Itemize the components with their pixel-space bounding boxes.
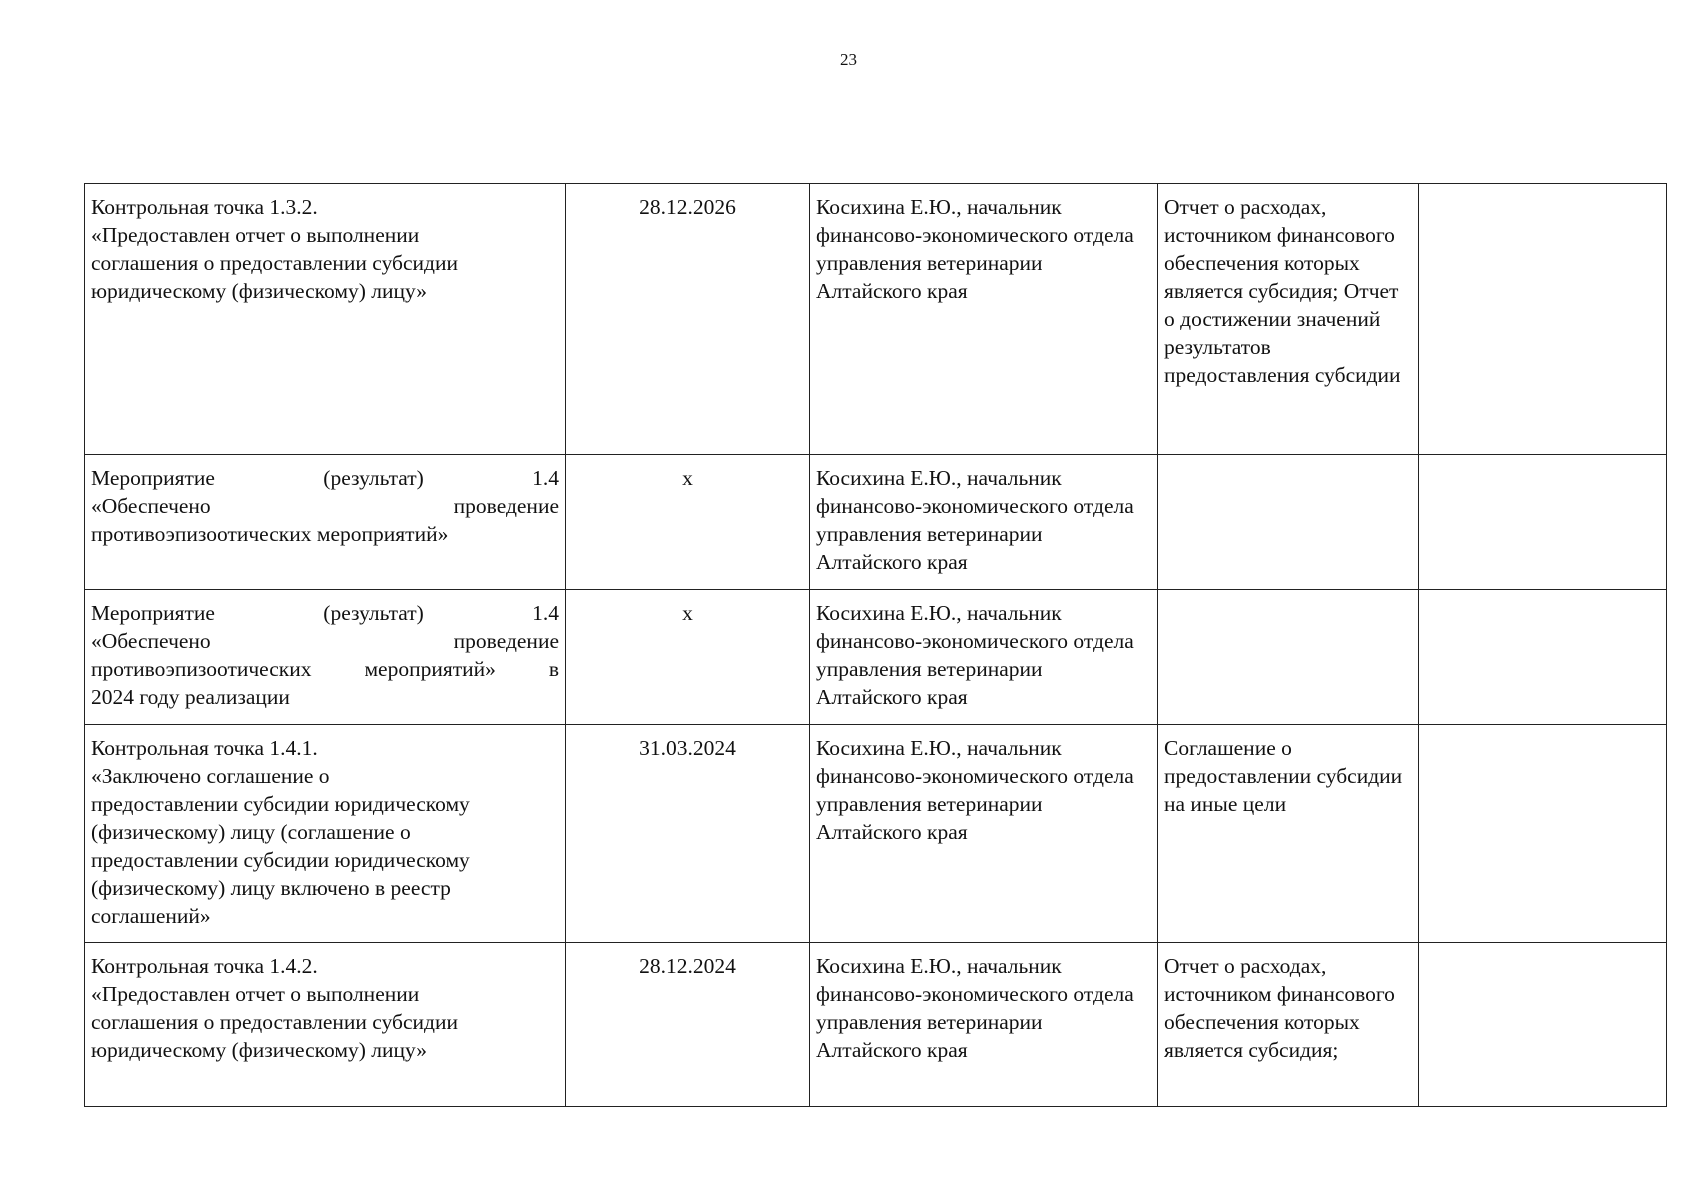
table-row (85, 725, 1667, 943)
responsible-cell: Косихина Е.Ю., начальник финансово-экономического отдела управления ветеринарии Алтайского края (810, 725, 1158, 943)
responsible-cell: Косихина Е.Ю., начальник финансово-экономического отдела управления ветеринарии Алтайского края (810, 590, 1158, 725)
document-cell (1158, 590, 1419, 725)
empty-cell (1419, 943, 1667, 1107)
event-name-cell (85, 590, 566, 725)
deadline-cell: 28.12.2026 (566, 184, 810, 455)
event-name-line: «Заключено соглашение о (91, 764, 330, 788)
event-name-line: (физическому) лицу (соглашение о (91, 820, 411, 844)
event-name-cell (85, 455, 566, 590)
event-name-line: «Обеспечено проведение (91, 629, 559, 653)
table-row (85, 943, 1667, 1107)
page-number: 23 (840, 50, 857, 69)
responsible-cell: Косихина Е.Ю., начальник финансово-экономического отдела управления ветеринарии Алтайского края (810, 455, 1158, 590)
control-points-table (84, 183, 1667, 1107)
empty-cell (1419, 455, 1667, 590)
responsible-cell: Косихина Е.Ю., начальник финансово-экономического отдела управления ветеринарии Алтайского края (810, 184, 1158, 455)
event-name-line: «Предоставлен отчет о выполнении (91, 223, 420, 247)
event-name-line: «Обеспечено проведение (91, 494, 559, 518)
event-name-line: противоэпизоотических мероприятий» в (91, 657, 559, 681)
event-name-line: Контрольная точка 1.4.1. (91, 736, 318, 760)
event-name-line: соглашения о предоставлении субсидии (91, 1010, 458, 1034)
event-name-line: предоставлении субсидии юридическому (91, 792, 470, 816)
event-name-line: Мероприятие (результат) 1.4 (91, 601, 559, 625)
empty-cell (1419, 184, 1667, 455)
event-name-line: Контрольная точка 1.4.2. (91, 954, 318, 978)
deadline-cell: 28.12.2024 (566, 943, 810, 1107)
event-name-line: соглашений» (91, 904, 211, 928)
event-name-line: Контрольная точка 1.3.2. (91, 195, 318, 219)
event-name-line: соглашения о предоставлении субсидии (91, 251, 458, 275)
empty-cell (1419, 725, 1667, 943)
event-name-line: Мероприятие (результат) 1.4 (91, 466, 559, 490)
event-name-line: 2024 году реализации (91, 685, 290, 709)
empty-cell (1419, 590, 1667, 725)
document-cell (1158, 455, 1419, 590)
event-name-cell (85, 725, 566, 943)
table-row (85, 590, 1667, 725)
event-name-cell (85, 943, 566, 1107)
document-cell: Отчет о расходах, источником финансового обеспечения которых является субсидия; (1158, 943, 1419, 1107)
document-cell: Соглашение о предоставлении субсидии на иные цели (1158, 725, 1419, 943)
event-name-line: юридическому (физическому) лицу» (91, 279, 428, 303)
deadline-cell: 31.03.2024 (566, 725, 810, 943)
table-row (85, 455, 1667, 590)
event-name-line: предоставлении субсидии юридическому (91, 848, 470, 872)
document-cell: Отчет о расходах, источником финансового обеспечения которых является субсидия; Отчет о достижении значений результатов предоставления субсидии (1158, 184, 1419, 455)
event-name-line: юридическому (физическому) лицу» (91, 1038, 428, 1062)
event-name-line: (физическому) лицу включено в реестр (91, 876, 451, 900)
table-row (85, 184, 1667, 455)
event-name-cell (85, 184, 566, 455)
responsible-cell: Косихина Е.Ю., начальник финансово-экономического отдела управления ветеринарии Алтайского края (810, 943, 1158, 1107)
event-name-line: противоэпизоотических мероприятий» (91, 522, 449, 546)
deadline-cell: х (566, 590, 810, 725)
deadline-cell: х (566, 455, 810, 590)
event-name-line: «Предоставлен отчет о выполнении (91, 982, 420, 1006)
